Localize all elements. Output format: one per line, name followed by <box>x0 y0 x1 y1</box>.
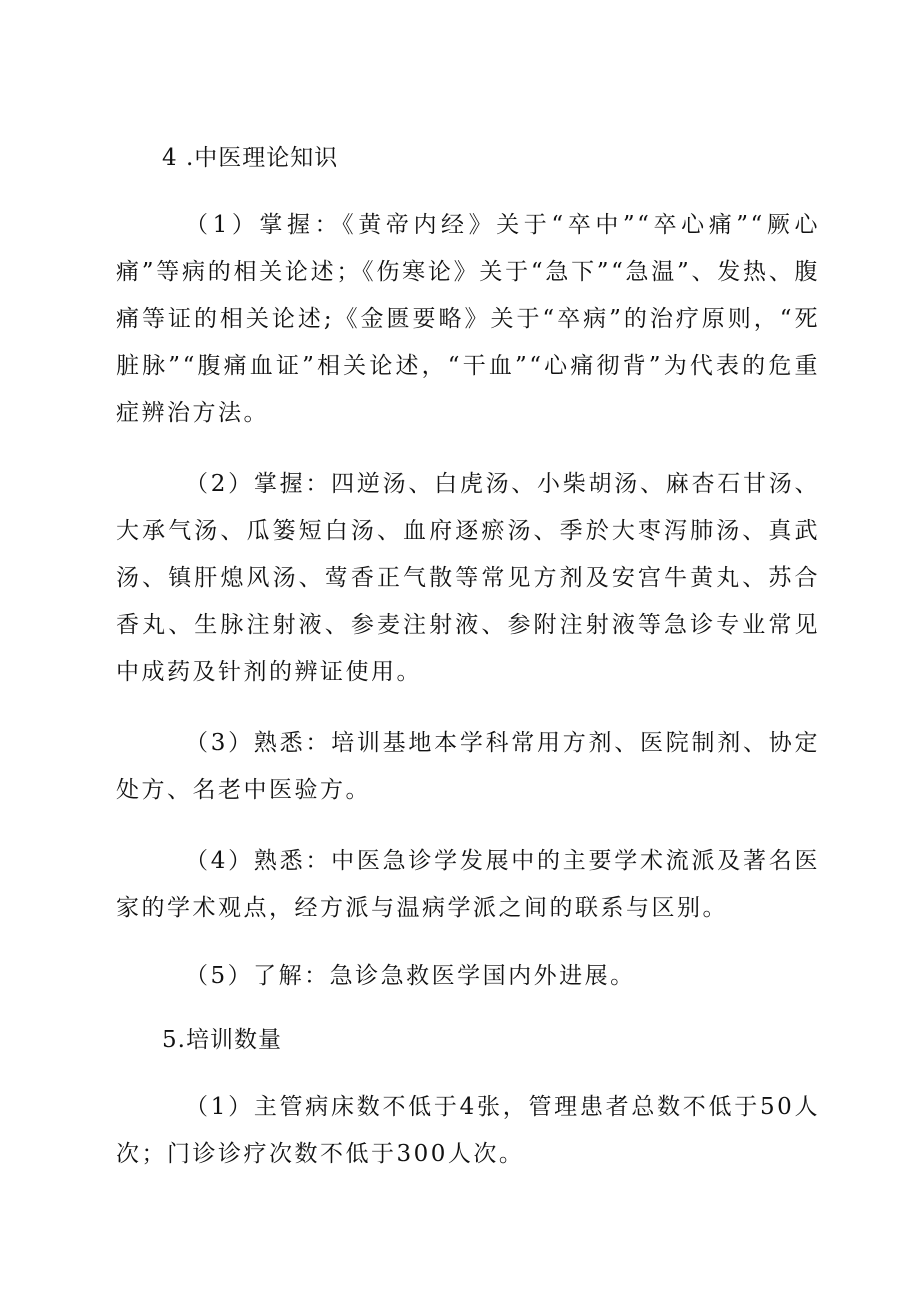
paragraph-item: （4）熟悉：中医急诊学发展中的主要学术流派及著名医家的学术观点，经方派与温病学派之间的联系与区别。 <box>116 848 820 921</box>
section-tcm-theory <box>116 138 820 996</box>
section-heading: 4 .中医理论知识 <box>162 145 339 171</box>
paragraph-item: （1）主管病床数不低于4张，管理患者总数不低于50人次；门诊诊疗次数不低于300人次。 <box>116 1094 820 1167</box>
paragraph-item: （1）掌握：《黄帝内经》关于“卒中”“卒心痛”“厥心痛”等病的相关论述；《伤寒论》关于“急下”“急温”、发热、腹痛等证的相关论述;《金匮要略》关于“卒病”的治疗原则，“死脏脉”“腹痛血证”相关论述，“干血”“心痛彻背”为代表的危重症辨治方法。 <box>116 212 820 426</box>
section-heading: 5.培训数量 <box>162 1027 282 1053</box>
paragraph-item: （2）掌握：四逆汤、白虎汤、小柴胡汤、麻杏石甘汤、大承气汤、瓜篓短白汤、血府逐瘀汤、季於大枣泻肺汤、真武汤、镇肝熄风汤、莺香正气散等常见方剂及安宫牛黄丸、苏合香丸、生脉注射液、参麦注射液、参附注射液等急诊专业常见中成药及针剂的辨证使用。 <box>116 471 820 685</box>
paragraph-item: （3）熟悉：培训基地本学科常用方剂、医院制剂、协定处方、名老中医验方。 <box>116 730 820 803</box>
paragraph-item: （5）了解：急诊急救医学国内外进展。 <box>185 963 636 989</box>
section-training-quantity <box>116 1020 820 1178</box>
